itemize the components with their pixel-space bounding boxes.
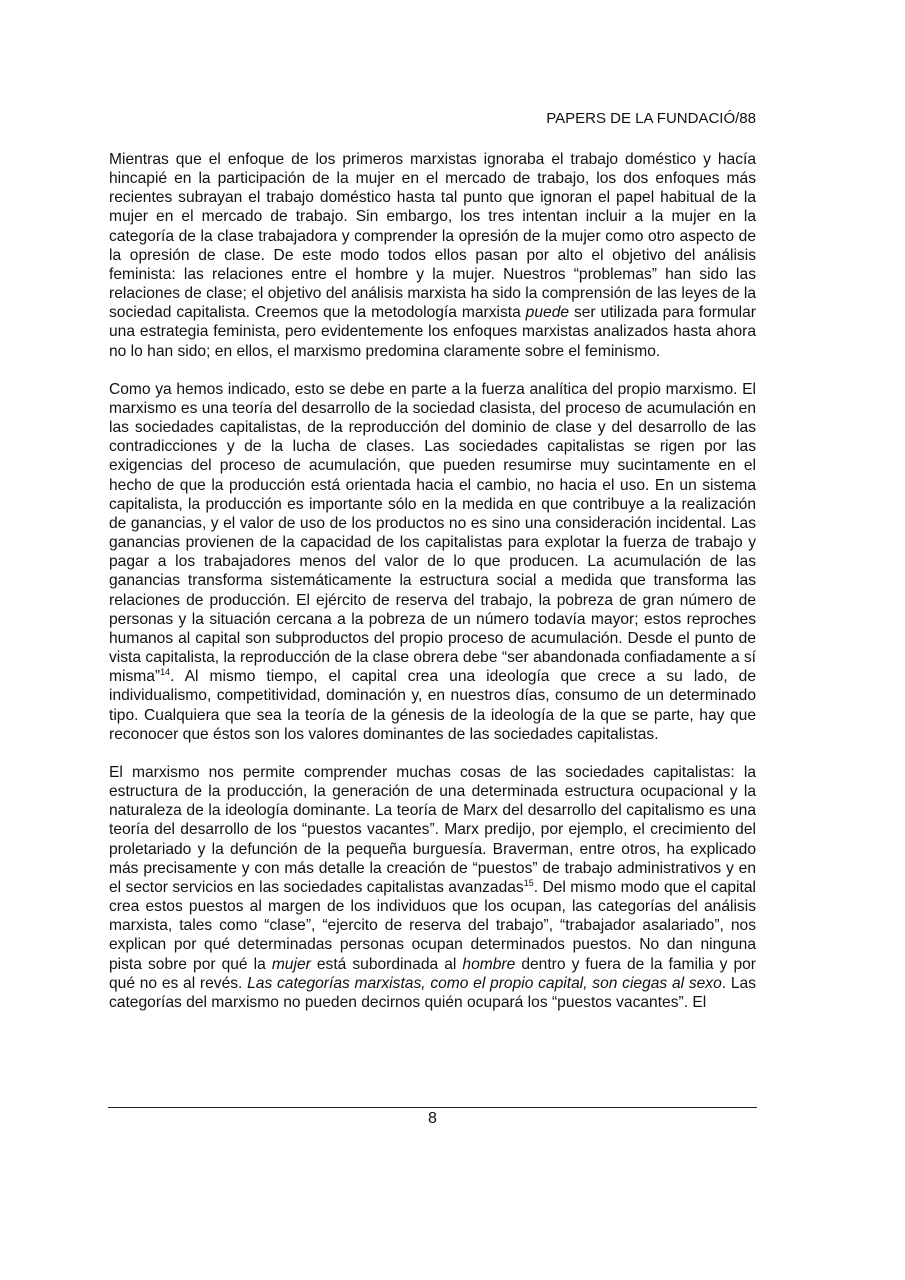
- footnote-ref[interactable]: 15: [523, 877, 534, 888]
- emphasis: puede: [525, 304, 570, 322]
- footer-rule: [108, 1107, 757, 1108]
- body-text: [109, 150, 756, 1031]
- text-run: . Del mismo modo que el capital crea estos puestos al margen de los individuos que los ocupan, las categorías del análisis marxista, tales como “clase”, “ejercito de reserva del trabajo”, “trabajador asalariado”, nos explican por qué determinadas personas ocupan determinados puestos. No dan ninguna pista sobre por qué la: [109, 878, 756, 973]
- paragraph-2: [109, 380, 756, 744]
- footnote-ref[interactable]: 14: [160, 667, 171, 678]
- text-run: Mientras que el enfoque de los primeros marxistas ignoraba el trabajo doméstico y hacía hincapié en la participación de la mujer en el mercado de trabajo, los dos enfoques más recientes subrayan el trabajo doméstico hasta tal punto que ignoran el papel habitual de la mujer en el mercado de trabajo. Sin embargo, los tres intentan incluir a la mujer en la categoría de la clase trabajadora y comprender la opresión de la mujer como otro aspecto de la opresión de clase. De este modo todos ellos pasan por alto el objetivo del análisis feminista: las relaciones entre el hombre y la mujer. Nuestros “problemas” han sido las relaciones de clase; el objetivo del análisis marxista ha sido la comprensión de las leyes de la sociedad capitalista. Creemos que la metodología marxista: [109, 151, 756, 322]
- text-run: está subordinada al: [310, 955, 463, 973]
- text-run: . Las categorías del marxismo no pueden decirnos quién ocupará los “puestos vacantes”. El: [109, 974, 756, 1011]
- paragraph-3: [109, 763, 756, 1012]
- text-run: ser utilizada para formular una estrategia feminista, pero evidentemente los enfoques marxistas analizados hasta ahora no lo han sido; en ellos, el marxismo predomina claramente sobre el feminismo.: [109, 304, 756, 360]
- running-header: PAPERS DE LA FUNDACIÓ/88: [546, 110, 756, 127]
- emphasis: mujer: [271, 955, 311, 973]
- text-run: . Al mismo tiempo, el capital crea una ideología que crece a su lado, de individualismo, competitividad, dominación y, en nuestros días, consumo de un determinado tipo. Cualquiera que sea la teoría de la génesis de la ideología de la que se parte, hay que reconocer que éstos son los valores dominantes de las sociedades capitalistas.: [109, 668, 756, 743]
- text-run: Como ya hemos indicado, esto se debe en parte a la fuerza analítica del propio marxismo. El marxismo es una teoría del desarrollo de la sociedad clasista, del proceso de acumulación en las sociedades capitalistas, de la reproducción del dominio de clase y del desarrollo de las contradicciones y de la lucha de clases. Las sociedades capitalistas se rigen por las exigencias del proceso de acumulación, que pueden resumirse muy sucintamente en el hecho de que la producción está orientada hacia el cambio, no hacia el uso. En un sistema capitalista, la producción es importante sólo en la medida en que contribuye a la realización de ganancias, y el valor de uso de los productos no es sino una consideración incidental. Las ganancias provienen de la capacidad de los capitalistas para explotar la fuerza de trabajo y pagar a los trabajadores menos del valor de lo que producen. La acumulación de las ganancias transforma sistemáticamente la estructura social a medida que transforma las relaciones de producción. El ejército de reserva del trabajo, la pobreza de gran número de personas y la situación cercana a la pobreza de un número todavía mayor; estos reproches humanos al capital son subproductos del propio proceso de acumulación. Desde el punto de vista capitalista, la reproducción de la clase obrera debe “ser abandonada confiadamente a sí misma”: [109, 380, 756, 686]
- page-number: 8: [428, 1110, 437, 1127]
- emphasis: hombre: [462, 955, 516, 973]
- paragraph-1: [109, 150, 756, 361]
- text-run: El marxismo nos permite comprender muchas cosas de las sociedades capitalistas: la estructura de la producción, la generación de una determinada estructura ocupacional y la naturaleza de la ideología dominante. La teoría de Marx del desarrollo del capitalismo es una teoría del desarrollo de los “puestos vacantes”. Marx predijo, por ejemplo, el crecimiento del proletariado y la defunción de la pequeña burguesía. Braverman, entre otros, ha explicado más precisamente y con más detalle la creación de “puestos” de trabajo administrativos y en el sector servicios en las sociedades capitalistas avanzadas: [109, 763, 756, 896]
- text-run: dentro y fuera de la familia y por qué no es al revés.: [109, 955, 756, 992]
- emphasis: Las categorías marxistas, como el propio capital, son ciegas al sexo: [247, 974, 722, 992]
